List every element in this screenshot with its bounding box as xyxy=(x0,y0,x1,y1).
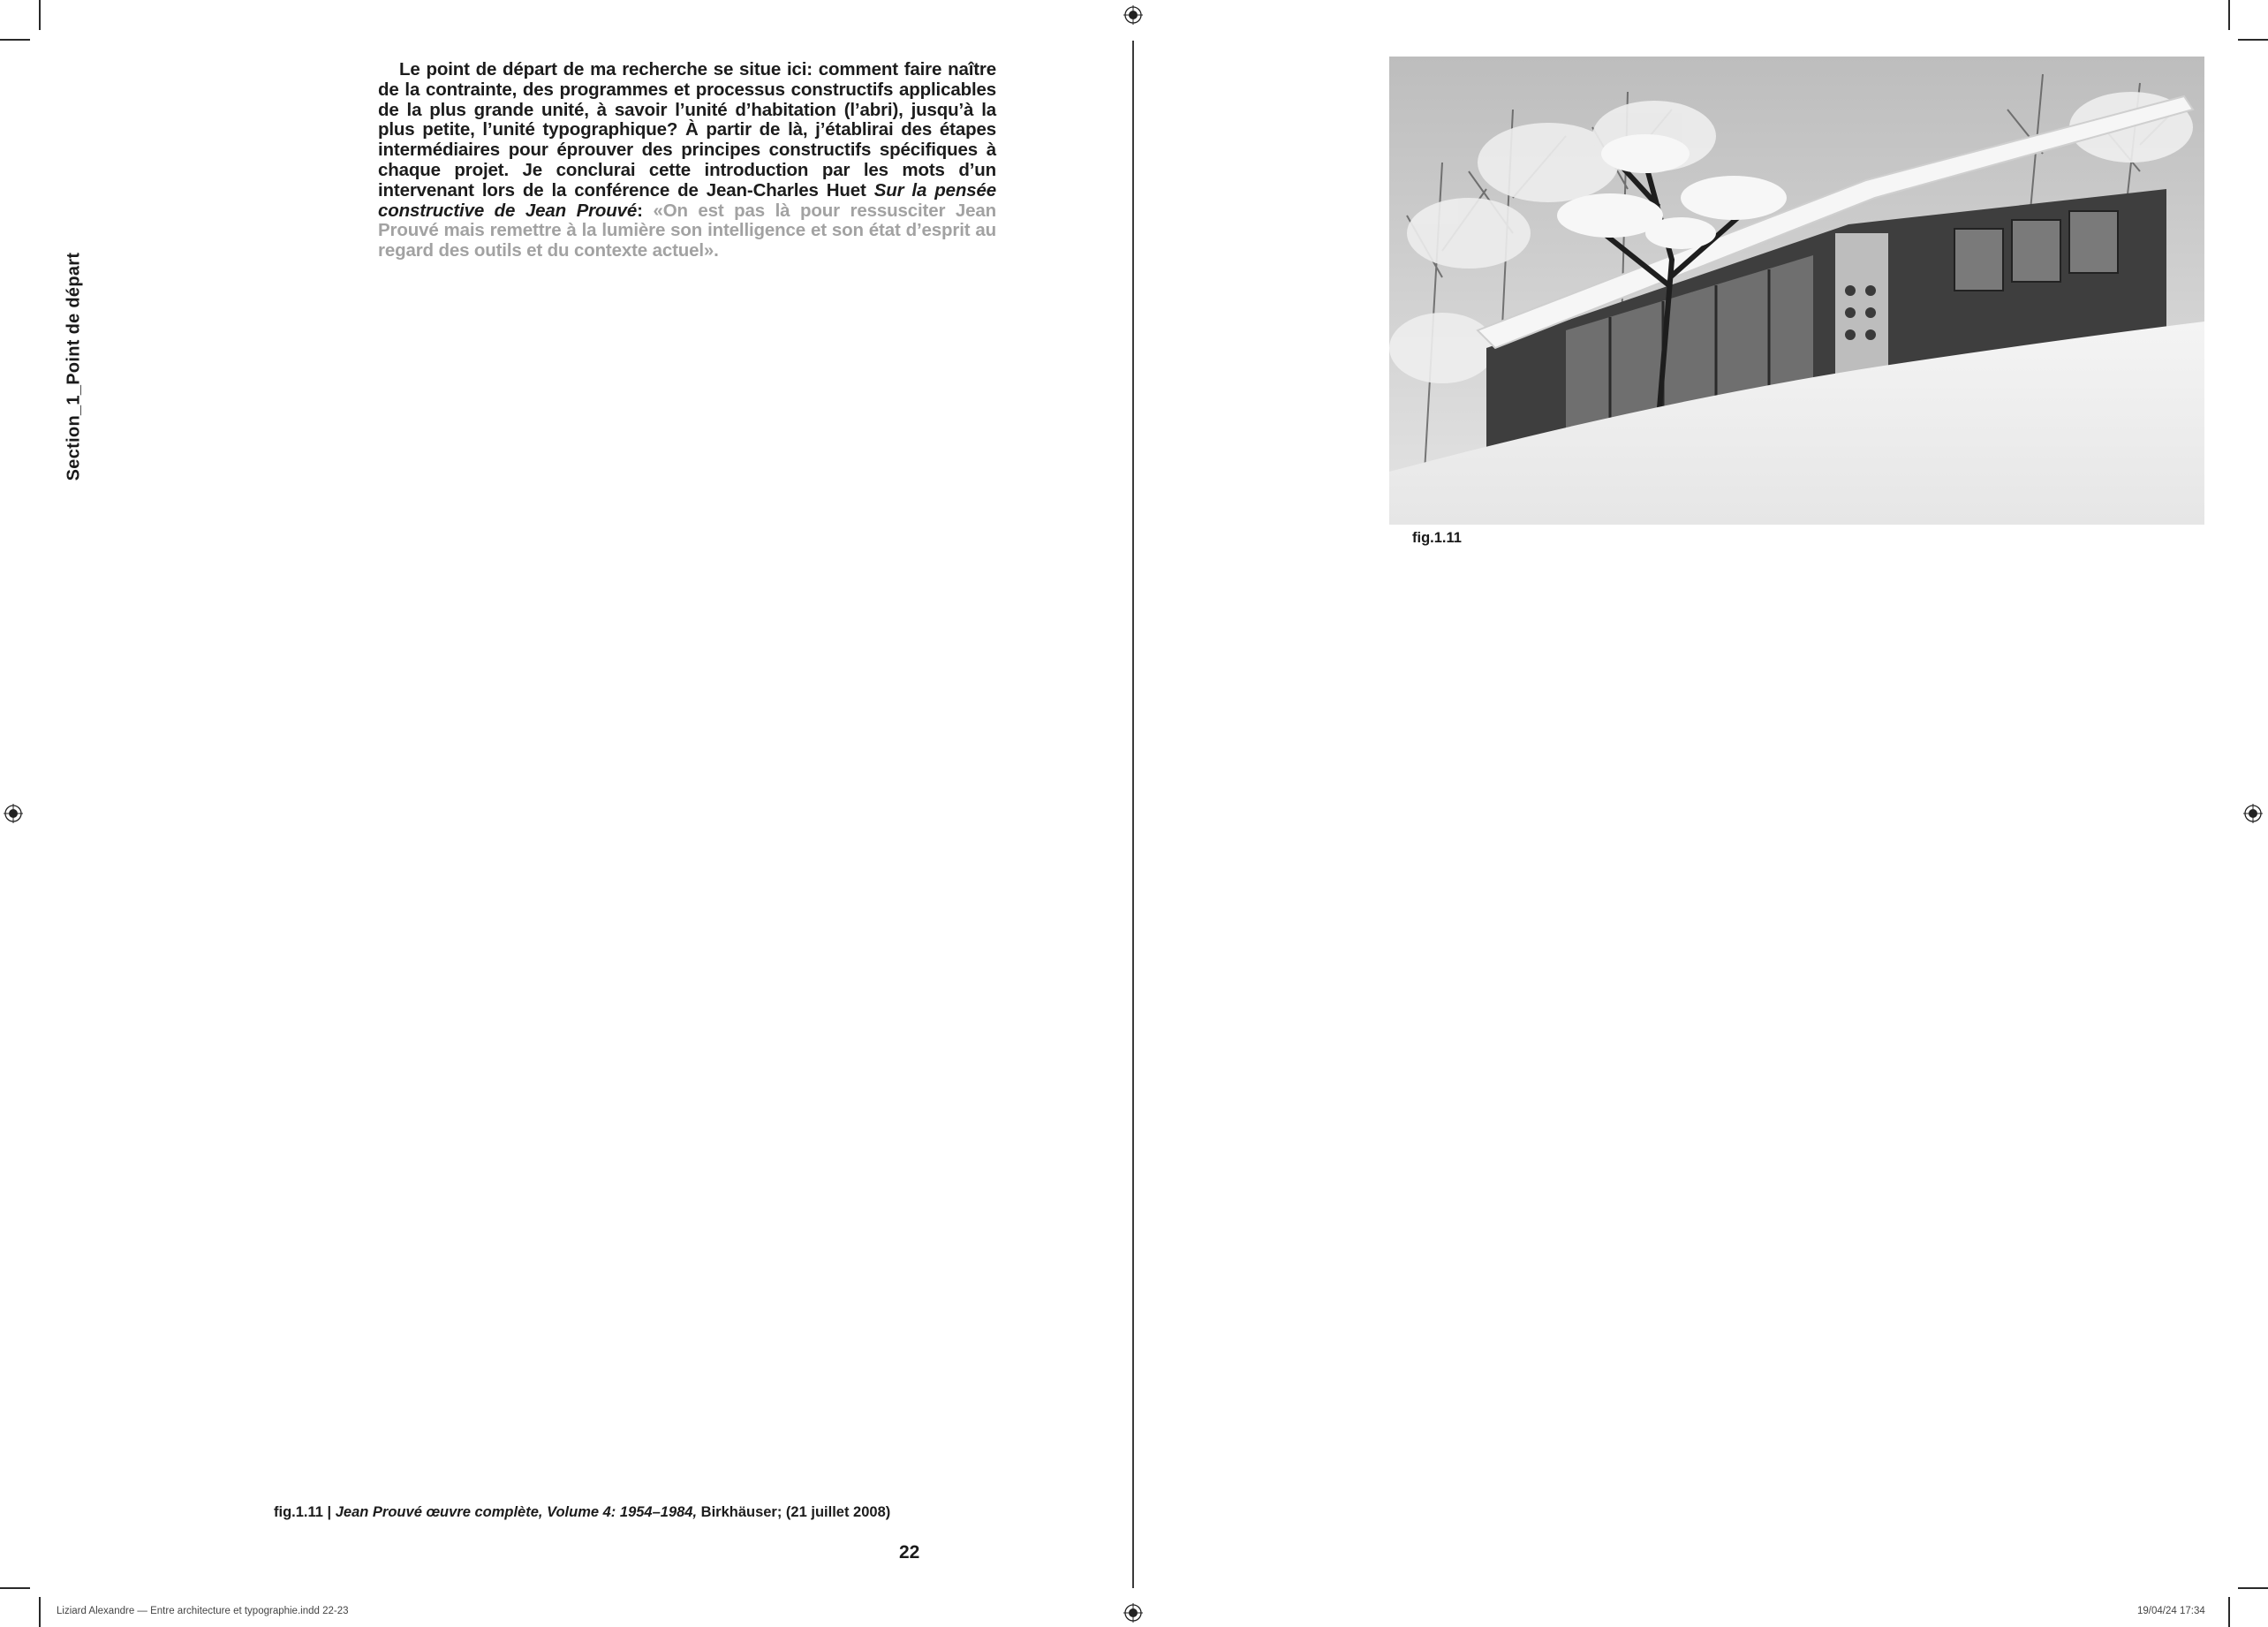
figure-label: fig.1.11 xyxy=(1412,530,1462,546)
crop-mark xyxy=(0,1587,30,1589)
section-label: Section_1_Point de départ xyxy=(64,252,84,481)
crop-mark xyxy=(2228,0,2230,30)
crop-mark xyxy=(2238,1587,2268,1589)
slug-filename: Liziard Alexandre — Entre architecture et typographie.indd 22-23 xyxy=(57,1606,349,1616)
quote-text: «On est pas là pour ressusciter Jean Prouvé mais remettre à la lumière son intelligence et son état d’esprit au regard des outils et du contexte actuel». xyxy=(378,200,996,261)
registration-mark-icon xyxy=(1123,1603,1143,1623)
body-text: Le point de départ de ma recherche se situe ici: comment faire naître de la contrainte, des programmes et processus constructifs applicables de la plus grande unité, à savoir l’unité d’habitation (l’abri), jusqu’à la plus petite, l’unité typographique? À partir de là, j’établirai des étapes intermédiaires pour éprouver des principes constructifs spécifiques à chaque projet. Je conclurai cette introduction par les mots d’un intervenant lors de la conférence de Jean-Charles Huet xyxy=(378,59,996,201)
spread-gutter-line xyxy=(1132,41,1134,1588)
caption-title: Jean Prouvé œuvre complète, Volume 4: 1954–1984, xyxy=(335,1504,698,1520)
registration-mark-icon xyxy=(1123,5,1143,25)
crop-mark xyxy=(2228,1597,2230,1627)
snowy-house-image xyxy=(1389,57,2204,525)
crop-mark xyxy=(0,39,30,41)
registration-mark-icon xyxy=(4,804,23,823)
figure-caption xyxy=(274,1504,890,1521)
registration-mark-icon xyxy=(2243,804,2263,823)
crop-mark xyxy=(39,0,41,30)
slug-timestamp: 19/04/24 17:34 xyxy=(2137,1606,2205,1616)
crop-mark xyxy=(2238,39,2268,41)
caption-publisher: Birkhäuser; (21 juillet 2008) xyxy=(697,1504,891,1520)
colon: : xyxy=(637,200,654,221)
caption-ref: fig.1.11 | xyxy=(274,1504,336,1520)
crop-mark xyxy=(39,1597,41,1627)
page-number: 22 xyxy=(899,1542,920,1563)
italic-title: Sur la pensée constructive de Jean Prouvé xyxy=(378,179,996,221)
body-paragraph xyxy=(378,60,996,261)
figure-photo xyxy=(1389,57,2204,525)
